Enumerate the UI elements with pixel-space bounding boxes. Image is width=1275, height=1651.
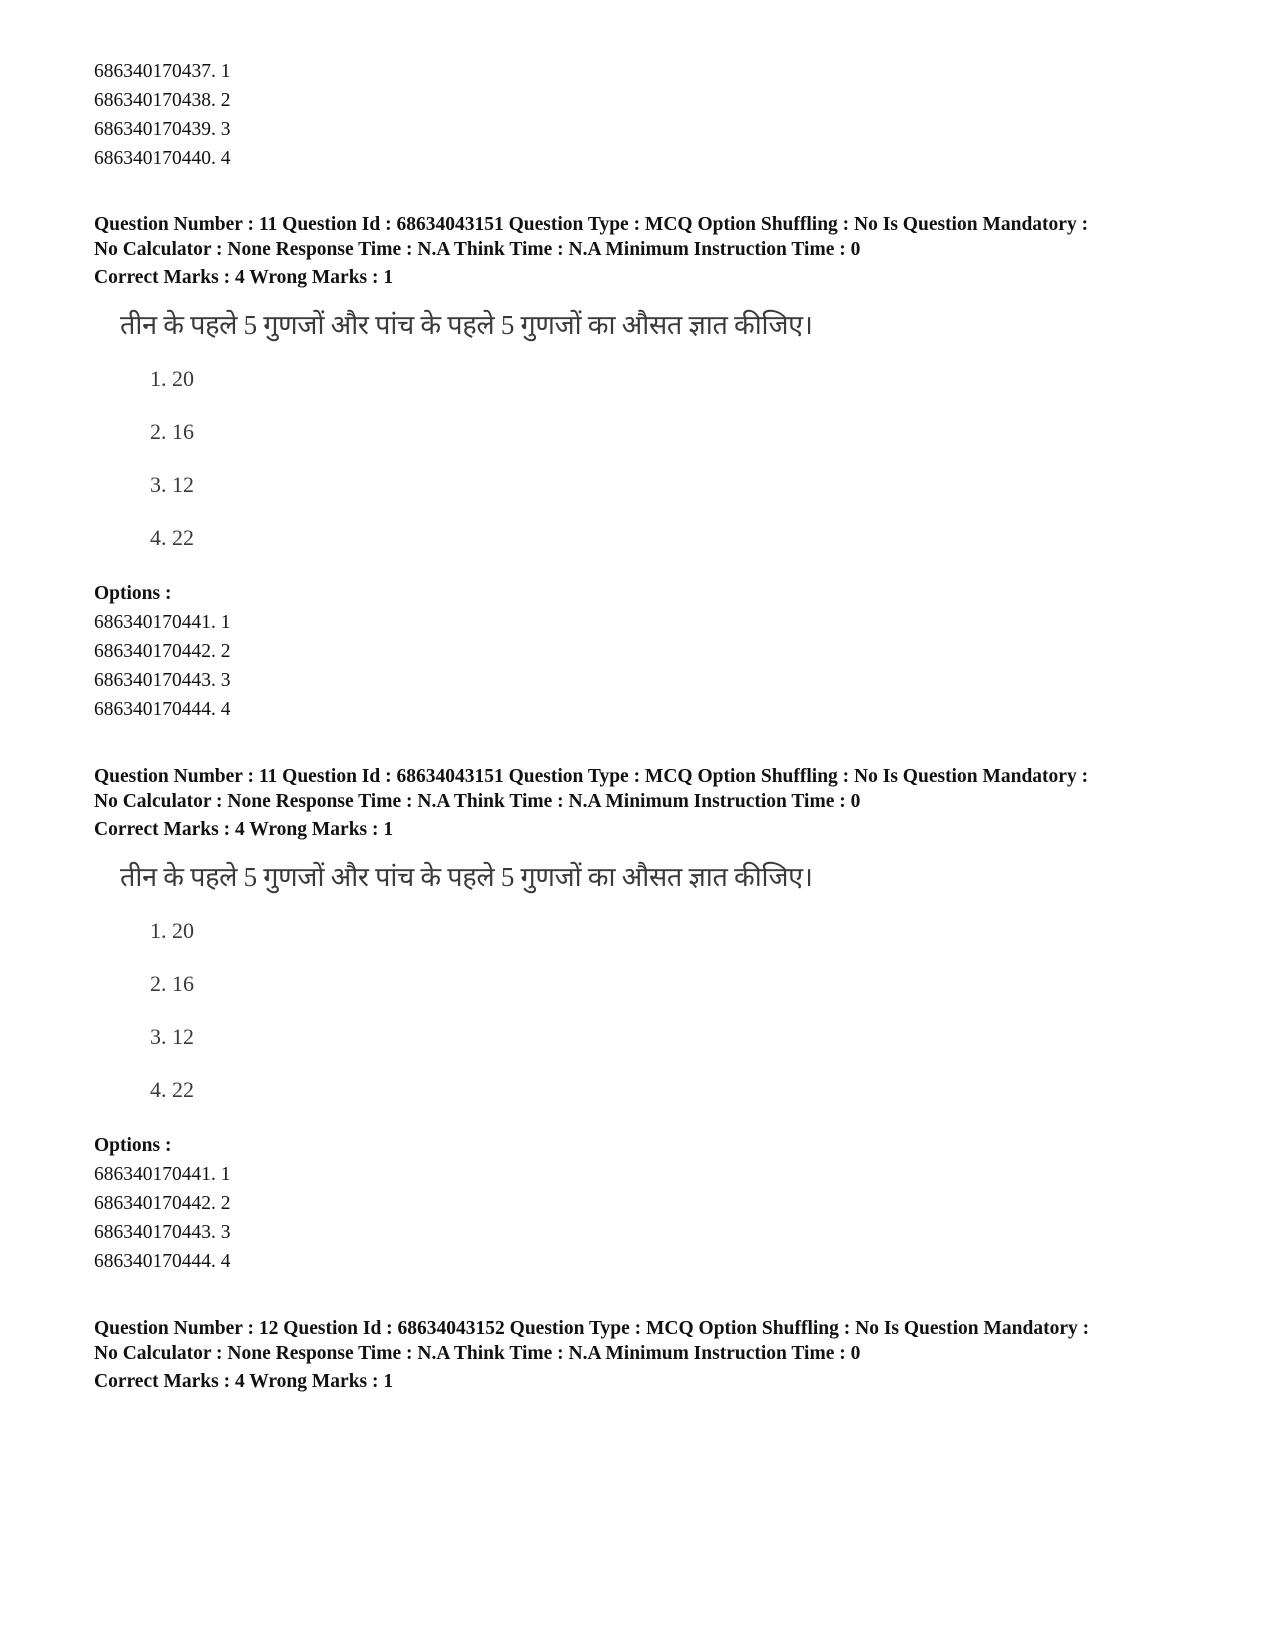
choice-1: 1. 20 [150,366,194,391]
choice-2: 2. 16 [150,419,194,444]
options-block [94,1131,1194,1276]
option-line: 686340170438. 2 [94,90,231,111]
choice-3: 3. 12 [150,472,194,497]
question-marks: Correct Marks : 4 Wrong Marks : 1 [94,267,394,288]
option-line: 686340170437. 1 [94,61,231,82]
choice-4: 4. 22 [150,1077,194,1102]
question-text: तीन के पहले 5 गुणजों और पांच के पहले 5 गुणजों का औसत ज्ञात कीजिए। [120,310,813,340]
option-line: 686340170443. 3 [94,670,231,691]
question-image [116,308,816,566]
question-image [116,860,816,1118]
question-meta-line-2: No Calculator : None Response Time : N.A Think Time : N.A Minimum Instruction Time : 0 [94,791,861,812]
options-block [94,579,1194,724]
option-line: 686340170440. 4 [94,148,231,169]
question-meta-line-2: No Calculator : None Response Time : N.A Think Time : N.A Minimum Instruction Time : 0 [94,1343,861,1364]
question-meta-line-1: Question Number : 11 Question Id : 68634043151 Question Type : MCQ Option Shuffling : No Is Question Mandatory : [94,766,1089,787]
question-meta-line-1: Question Number : 12 Question Id : 68634043152 Question Type : MCQ Option Shuffling : No Is Question Mandatory : [94,1318,1090,1339]
question-marks: Correct Marks : 4 Wrong Marks : 1 [94,1371,394,1392]
previous-question-options [94,57,1194,173]
option-line: 686340170442. 2 [94,641,231,662]
option-line: 686340170444. 4 [94,1251,231,1272]
choice-1: 1. 20 [150,918,194,943]
option-line: 686340170441. 1 [94,1164,231,1185]
option-line: 686340170439. 3 [94,119,231,140]
option-line: 686340170441. 1 [94,612,231,633]
question-marks: Correct Marks : 4 Wrong Marks : 1 [94,819,394,840]
choice-4: 4. 22 [150,525,194,550]
question-header [94,764,1194,842]
option-line: 686340170442. 2 [94,1193,231,1214]
question-header [94,1316,1194,1394]
question-meta-line-1: Question Number : 11 Question Id : 68634043151 Question Type : MCQ Option Shuffling : No Is Question Mandatory : [94,214,1089,235]
question-header [94,212,1194,290]
options-label: Options : [94,1135,172,1156]
options-label: Options : [94,583,172,604]
question-meta-line-2: No Calculator : None Response Time : N.A Think Time : N.A Minimum Instruction Time : 0 [94,239,861,260]
choice-3: 3. 12 [150,1024,194,1049]
question-text: तीन के पहले 5 गुणजों और पांच के पहले 5 गुणजों का औसत ज्ञात कीजिए। [120,862,813,892]
option-line: 686340170443. 3 [94,1222,231,1243]
option-line: 686340170444. 4 [94,699,231,720]
choice-2: 2. 16 [150,971,194,996]
